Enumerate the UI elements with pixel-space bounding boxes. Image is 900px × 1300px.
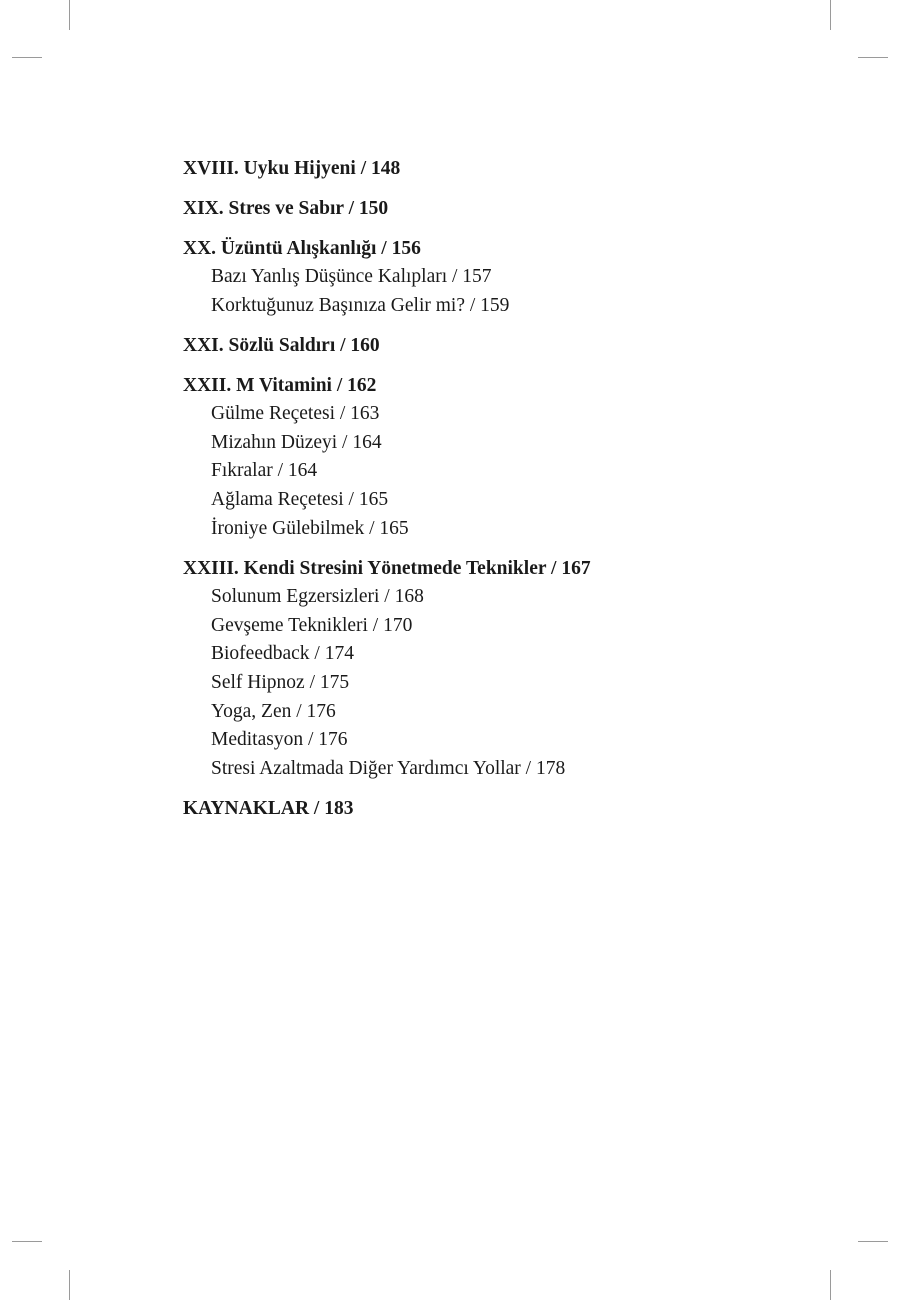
crop-mark-top-left-horizontal [12, 57, 42, 58]
crop-mark-bottom-left-vertical [69, 1270, 70, 1300]
chapter-title: XX. Üzüntü Alışkanlığı / 156 [183, 238, 421, 259]
chapter-title: KAYNAKLAR / 183 [183, 798, 354, 820]
toc-chapter [183, 371, 783, 543]
crop-mark-bottom-left-horizontal [12, 1241, 42, 1242]
section-entry: Yoga, Zen / 176 [211, 700, 336, 722]
chapter-title: XXII. M Vitamini / 162 [183, 375, 377, 397]
toc-chapter [183, 794, 783, 823]
section-entry: Gevşeme Teknikleri / 170 [211, 614, 413, 636]
chapter-title: XIX. Stres ve Sabır / 150 [183, 198, 389, 219]
section-entry: Meditasyon / 176 [211, 729, 348, 751]
toc-chapter [183, 154, 783, 183]
crop-mark-bottom-right-horizontal [858, 1241, 888, 1242]
section-entry: Gülme Reçetesi / 163 [211, 403, 380, 425]
toc-chapter [183, 234, 783, 320]
toc-chapter [183, 194, 783, 223]
section-entry: Solunum Egzersizleri / 168 [211, 586, 424, 608]
crop-mark-top-left-vertical [69, 0, 70, 30]
toc-chapter [183, 331, 783, 360]
table-of-contents [183, 154, 783, 834]
section-entry: Fıkralar / 164 [211, 460, 318, 482]
chapter-title: XXI. Sözlü Saldırı / 160 [183, 335, 380, 357]
crop-mark-top-right-horizontal [858, 57, 888, 58]
section-entry: Stresi Azaltmada Diğer Yardımcı Yollar / 178 [211, 757, 566, 779]
chapter-title: XVIII. Uyku Hijyeni / 148 [183, 158, 401, 179]
section-entry: İroniye Gülebilmek / 165 [211, 517, 409, 539]
section-entry: Korktuğunuz Başınıza Gelir mi? / 159 [211, 294, 510, 316]
section-entry: Self Hipnoz / 175 [211, 671, 350, 693]
section-entry: Mizahın Düzeyi / 164 [211, 431, 382, 453]
crop-mark-top-right-vertical [830, 0, 831, 30]
section-entry: Bazı Yanlış Düşünce Kalıpları / 157 [211, 266, 492, 287]
crop-mark-bottom-right-vertical [830, 1270, 831, 1300]
section-entry: Biofeedback / 174 [211, 643, 354, 665]
chapter-title: XXIII. Kendi Stresini Yönetmede Teknikler / 167 [183, 558, 591, 580]
section-entry: Ağlama Reçetesi / 165 [211, 488, 389, 510]
toc-chapter [183, 554, 783, 783]
